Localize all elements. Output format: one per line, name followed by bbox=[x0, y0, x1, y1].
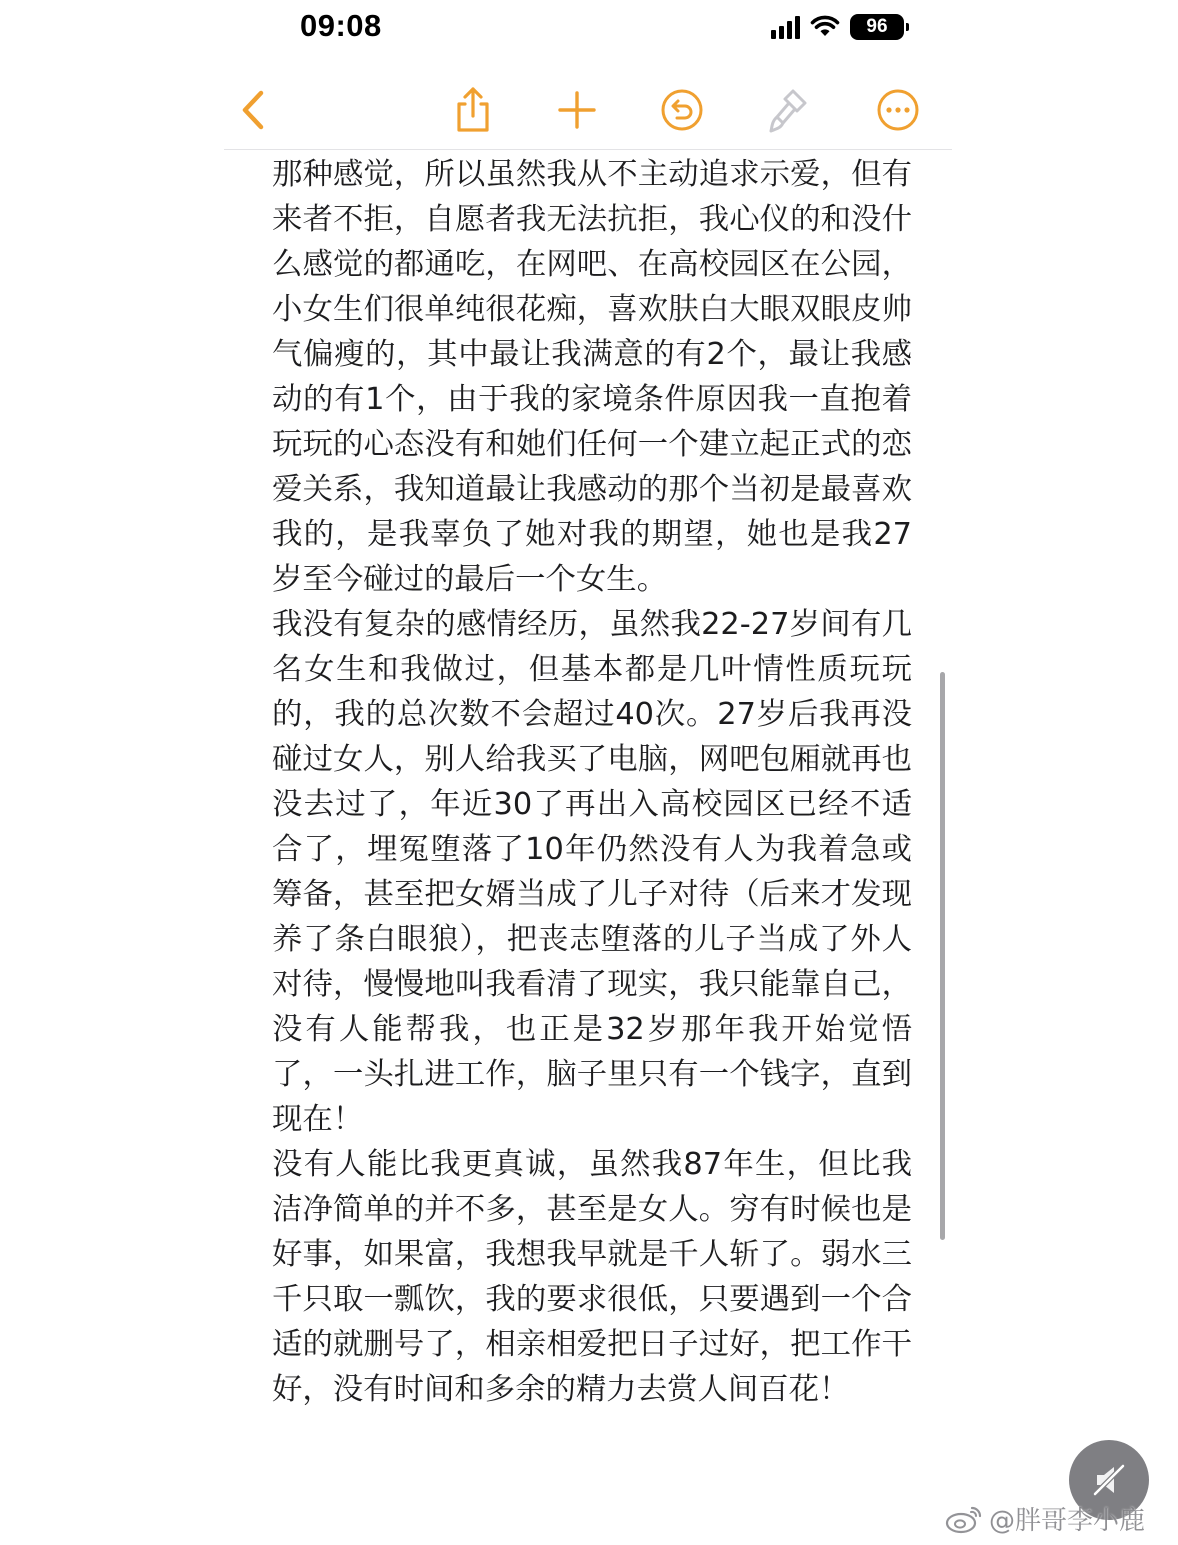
signal-icon bbox=[771, 15, 800, 39]
scrollbar[interactable] bbox=[940, 672, 945, 1240]
watermark bbox=[945, 1500, 1145, 1537]
battery-level: 96 bbox=[866, 16, 888, 37]
more-button[interactable] bbox=[870, 82, 926, 138]
note-paragraph: 那种感觉，所以虽然我从不主动追求示爱，但有来者不拒，自愿者我无法抗拒，我心仪的和没什么感觉的都通吃，在网吧、在高校园区在公园，小女生们很单纯很花痴，喜欢肤白大眼双眼皮帅气偏瘦的，其中最让我满意的有2个，最让我感动的有1个，由于我的家境条件原因我一直抱着玩玩的心态没有和她们任何一个建立起正式的恋爱关系，我知道最让我感动的那个当初是最喜欢我的，是我辜负了她对我的期望，她也是我27岁至今碰过的最后一个女生。 bbox=[272, 157, 912, 597]
undo-button[interactable] bbox=[654, 82, 710, 138]
share-icon bbox=[453, 86, 493, 134]
speaker-mute-icon bbox=[1089, 1460, 1129, 1500]
status-bar bbox=[224, 0, 952, 60]
note-paragraph: 我没有复杂的感情经历，虽然我22-27岁间有几名女生和我做过，但基本都是几叶情性质玩玩的，我的总次数不会超过40次。27岁后我再没碰过女人，别人给我买了电脑，网吧包厢就再也没去过了，年近30了再出入高校园区已经不适合了，埋冤堕落了10年仍然没有人为我着急或筹备，甚至把女婿当成了儿子对待（后来才发现养了条白眼狼），把丧志堕落的儿子当成了外人对待，慢慢地叫我看清了现实，我只能靠自己，没有人能帮我，也正是32岁那年我开始觉悟了，一头扎进工作，脑子里只有一个钱字，直到现在！ bbox=[272, 607, 912, 1137]
notes-app-screen bbox=[224, 0, 952, 1545]
share-button[interactable] bbox=[445, 82, 501, 138]
markup-brush-icon bbox=[767, 85, 813, 135]
back-chevron-icon bbox=[239, 90, 269, 130]
back-button[interactable] bbox=[226, 82, 282, 138]
status-icons bbox=[771, 14, 904, 40]
undo-icon bbox=[660, 88, 704, 132]
note-body[interactable] bbox=[272, 152, 912, 1412]
wifi-icon bbox=[810, 15, 840, 39]
more-icon bbox=[876, 88, 920, 132]
notes-toolbar bbox=[224, 72, 952, 148]
note-paragraph: 没有人能比我更真诚，虽然我87年生，但比我洁净简单的并不多，甚至是女人。穷有时候也是好事，如果富，我想我早就是千人斩了。弱水三千只取一瓢饮，我的要求很低，只要遇到一个合适的就删号了，相亲相爱把日子过好，把工作干好，没有时间和多余的精力去赏人间百花！ bbox=[272, 1147, 912, 1407]
status-time: 09:08 bbox=[300, 8, 382, 43]
battery-icon bbox=[850, 14, 904, 40]
watermark-text: @胖哥李小鹿 bbox=[989, 1506, 1146, 1536]
add-button[interactable] bbox=[549, 82, 605, 138]
markup-button[interactable] bbox=[762, 82, 818, 138]
toolbar-divider bbox=[224, 149, 952, 150]
add-icon bbox=[557, 90, 597, 130]
weibo-logo-icon bbox=[945, 1504, 983, 1534]
